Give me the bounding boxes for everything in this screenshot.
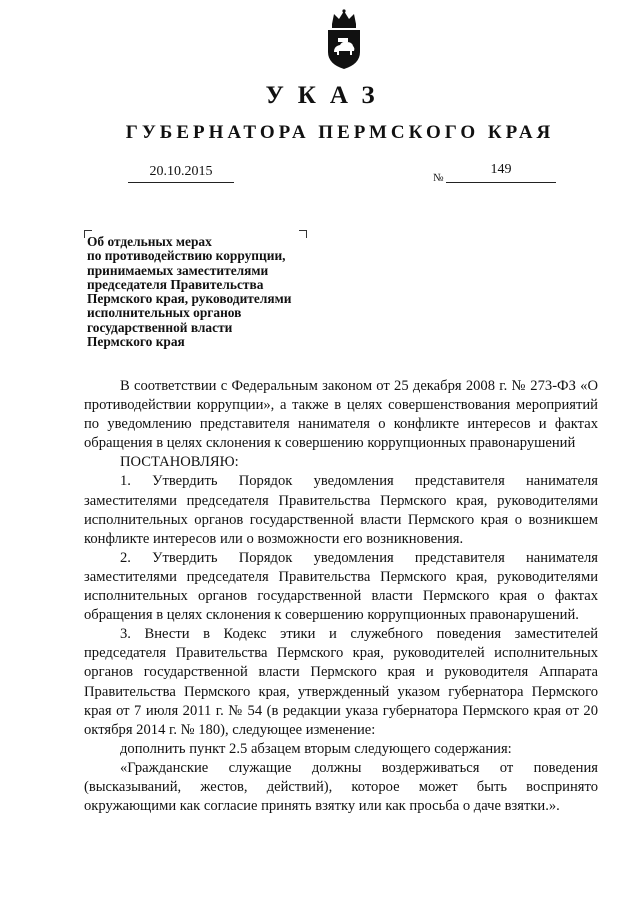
item-1-paragraph: 1. Утвердить Порядок уведомления представителя нанимателя заместителями председателя Правительства Пермского края, руководителями исполнительных органов государственной власти Пермского края о возникшем конфликте интересов или о возможности его возникновения. [84,473,598,547]
item-2-paragraph: 2. Утвердить Порядок уведомления представителя нанимателя заместителями председателя Правительства Пермского края, руководителями исполнительных органов государственной власти Пермского края о фактах обращения в целях склонения к совершению коррупционных правонарушений. [84,549,598,624]
document-date: 20.10.2015 [128,163,234,183]
decree-word: ПОСТАНОВЛЯЮ: [120,454,239,471]
document-number: 149 [446,161,556,183]
document-title: УКАЗ [265,82,389,109]
heading-line: Пермского края, руководителями [87,291,292,307]
heading-line: Пермского края [87,334,185,350]
heading-line: Об отдельных мерах [87,234,212,249]
heading-line: по противодействию коррупции, [87,248,286,264]
item-3-paragraph: 3. Внести в Кодекс этики и служебного поведения заместителей председателя Правительства Пермского края, руководителей исполнительных органов государственной власти Пермского края и руководителя Аппарата Правительства Пермского края, утвержденный указом губернатора Пермского края от 7 июля 2011 г. № 54 (в редакции указа губернатора Пермского края от 20 октября 2014 г. № 180), следующее изменение: [84,626,598,738]
heading-line: принимаемых заместителями [87,262,269,278]
number-label: № [433,172,444,184]
document-heading [87,235,347,349]
preamble-paragraph: В соответствии с Федеральным законом от 25 декабря 2008 г. № 273-ФЗ «О противодействии коррупции», а также в целях совершенствования мероприятий по уведомлению представителя нанимателя о конфликте интересов и фактах обращения в целях склонения к совершению коррупционных правонарушений [84,378,598,452]
perm-krai-coat-of-arms-icon [324,8,364,70]
quote-paragraph: «Гражданские служащие должны воздерживаться от поведения (высказываний, жестов, действий), которое может быть воспринято окружающими как согласие принять взятку или как просьба о даче взятки.». [84,759,598,815]
heading-line: председателя Правительства [87,276,264,292]
heading-line: государственной власти [87,319,233,335]
item-3-subparagraph: дополнить пункт 2.5 абзацем вторым следующего содержания: [120,740,512,757]
document-body [84,377,598,816]
heading-line: исполнительных органов [87,305,242,321]
document-subtitle: ГУБЕРНАТОРА ПЕРМСКОГО КРАЯ [125,122,555,143]
